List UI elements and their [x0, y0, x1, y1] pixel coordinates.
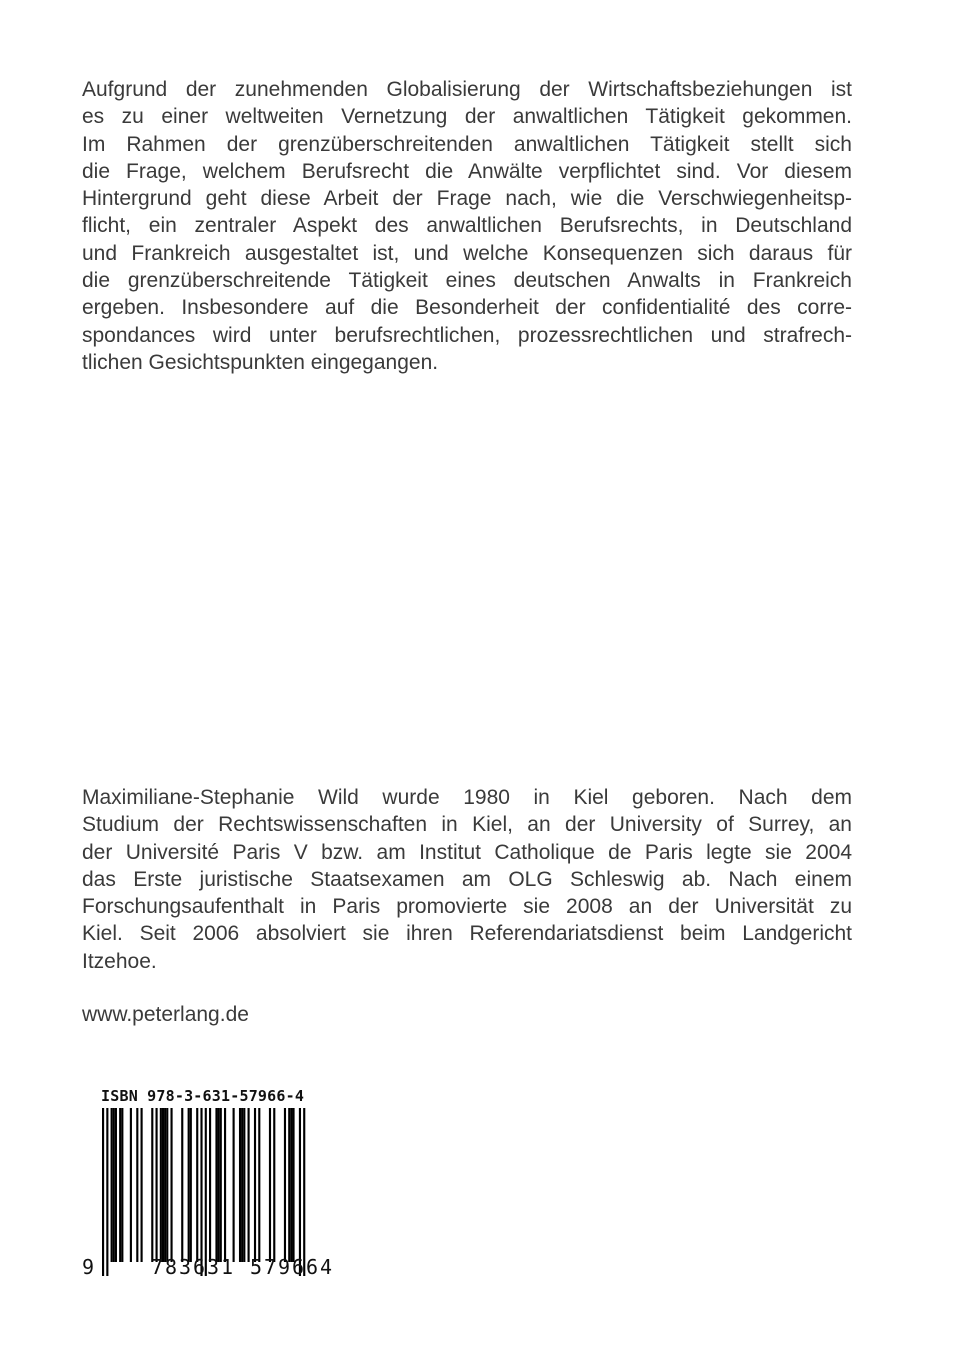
barcode-bar [160, 1108, 162, 1262]
bio-line: Kiel. Seit 2006 absolviert sie ihren Referendariatsdienst beim Landgericht [82, 922, 852, 946]
barcode-bar [196, 1108, 198, 1262]
abstract-line: spondances wird unter berufsrechtlichen, prozessrechtlichen und strafrech- [82, 323, 852, 347]
barcode-guard-bar [205, 1108, 207, 1276]
barcode-bar [220, 1108, 222, 1262]
barcode-bar [241, 1108, 243, 1262]
bio-line: Studium der Rechtswissenschaften in Kiel, an der University of Surrey, an [82, 813, 852, 837]
barcode-left-digits: 783631 [151, 1255, 233, 1279]
bio-line: Itzehoe. [82, 949, 157, 973]
barcode-bar [111, 1108, 113, 1262]
barcode-bar [119, 1108, 121, 1262]
abstract-line: und Frankreich ausgestaltet ist, und welche Konsequenzen sich daraus für [82, 241, 852, 265]
abstract-line: flicht, ein zentraler Aspekt des anwaltlichen Berufsrechts, in Deutschland [82, 214, 852, 238]
barcode-bar [243, 1108, 245, 1262]
barcode-bar [162, 1108, 164, 1262]
barcode-guard-bar [200, 1108, 202, 1276]
barcode-bar [273, 1108, 275, 1262]
barcode-bar [269, 1108, 271, 1262]
barcode-bar [239, 1108, 241, 1262]
barcode-first-digit: 9 [82, 1255, 95, 1279]
barcode-bar [248, 1108, 250, 1262]
barcode-bar [188, 1108, 190, 1262]
barcode-bar [166, 1108, 168, 1262]
publisher-website: www.peterlang.de [82, 1003, 249, 1026]
barcode-bar [233, 1108, 235, 1262]
abstract-line: ergeben. Insbesondere auf die Besonderheit der confidentialité des corre- [82, 296, 852, 320]
barcode-guard-bar [299, 1108, 301, 1276]
abstract-line: die Frage, welchem Berufsrecht die Anwälte verpflichtet sind. Vor diesem [82, 159, 852, 183]
barcode-guard-bar [102, 1108, 104, 1276]
isbn-label: ISBN 978-3-631-57966-4 [101, 1087, 305, 1105]
abstract-line: die grenzüberschreitende Tätigkeit eines deutschen Anwalts in Frankreich [82, 269, 852, 293]
barcode-bar [209, 1108, 211, 1262]
barcode-guard-bar [106, 1108, 108, 1276]
barcode-bar [288, 1108, 290, 1262]
abstract-line: Hintergrund geht diese Arbeit der Frage nach, wie die Verschwiegenheitsp- [82, 187, 852, 211]
barcode-bar [254, 1108, 256, 1262]
bio-line: das Erste juristische Staatsexamen am OLG Schleswig ab. Nach einem [82, 867, 852, 891]
abstract-line: Aufgrund der zunehmenden Globalisierung der Wirtschaftsbeziehungen ist [82, 78, 852, 101]
barcode-bar [218, 1108, 220, 1262]
abstract-line: tlichen Gesichtspunkten eingegangen. [82, 350, 439, 374]
barcode-bar [284, 1108, 286, 1262]
bio-line: Maximiliane-Stephanie Wild wurde 1980 in Kiel geboren. Nach dem [82, 786, 852, 809]
abstract-line: Im Rahmen der grenzüberschreitenden anwaltlichen Tätigkeit stellt sich [82, 132, 852, 156]
barcode-bar [156, 1108, 158, 1262]
barcode-bar [164, 1108, 166, 1262]
barcode-bar [181, 1108, 183, 1262]
barcode-bar [190, 1108, 192, 1262]
barcode-bar [151, 1108, 153, 1262]
barcode-guard-bar [303, 1108, 305, 1276]
abstract-line: es zu einer weltweiten Vernetzung der anwaltlichen Tätigkeit gekommen. [82, 105, 852, 129]
barcode-bar [292, 1108, 294, 1262]
bio-line: Forschungsaufenthalt in Paris promovierte sie 2008 an der Universität zu [82, 895, 852, 919]
barcode-bar [121, 1108, 123, 1262]
barcode-bar [170, 1108, 172, 1262]
barcode-right-digits: 579664 [250, 1255, 332, 1279]
barcode-bar [290, 1108, 292, 1262]
barcode-bar [115, 1108, 117, 1262]
barcode-bar [258, 1108, 260, 1262]
barcode-bar [113, 1108, 115, 1262]
barcode-bar [130, 1108, 132, 1262]
barcode-bar [136, 1108, 138, 1262]
abstract-text [82, 76, 852, 376]
barcode-bar [224, 1108, 226, 1262]
barcode-bar [215, 1108, 217, 1262]
bio-line: der Université Paris V bzw. am Institut Catholique de Paris legte sie 2004 [82, 840, 852, 864]
author-bio [82, 784, 852, 975]
isbn-barcode [80, 1104, 332, 1284]
barcode-bar [141, 1108, 143, 1262]
